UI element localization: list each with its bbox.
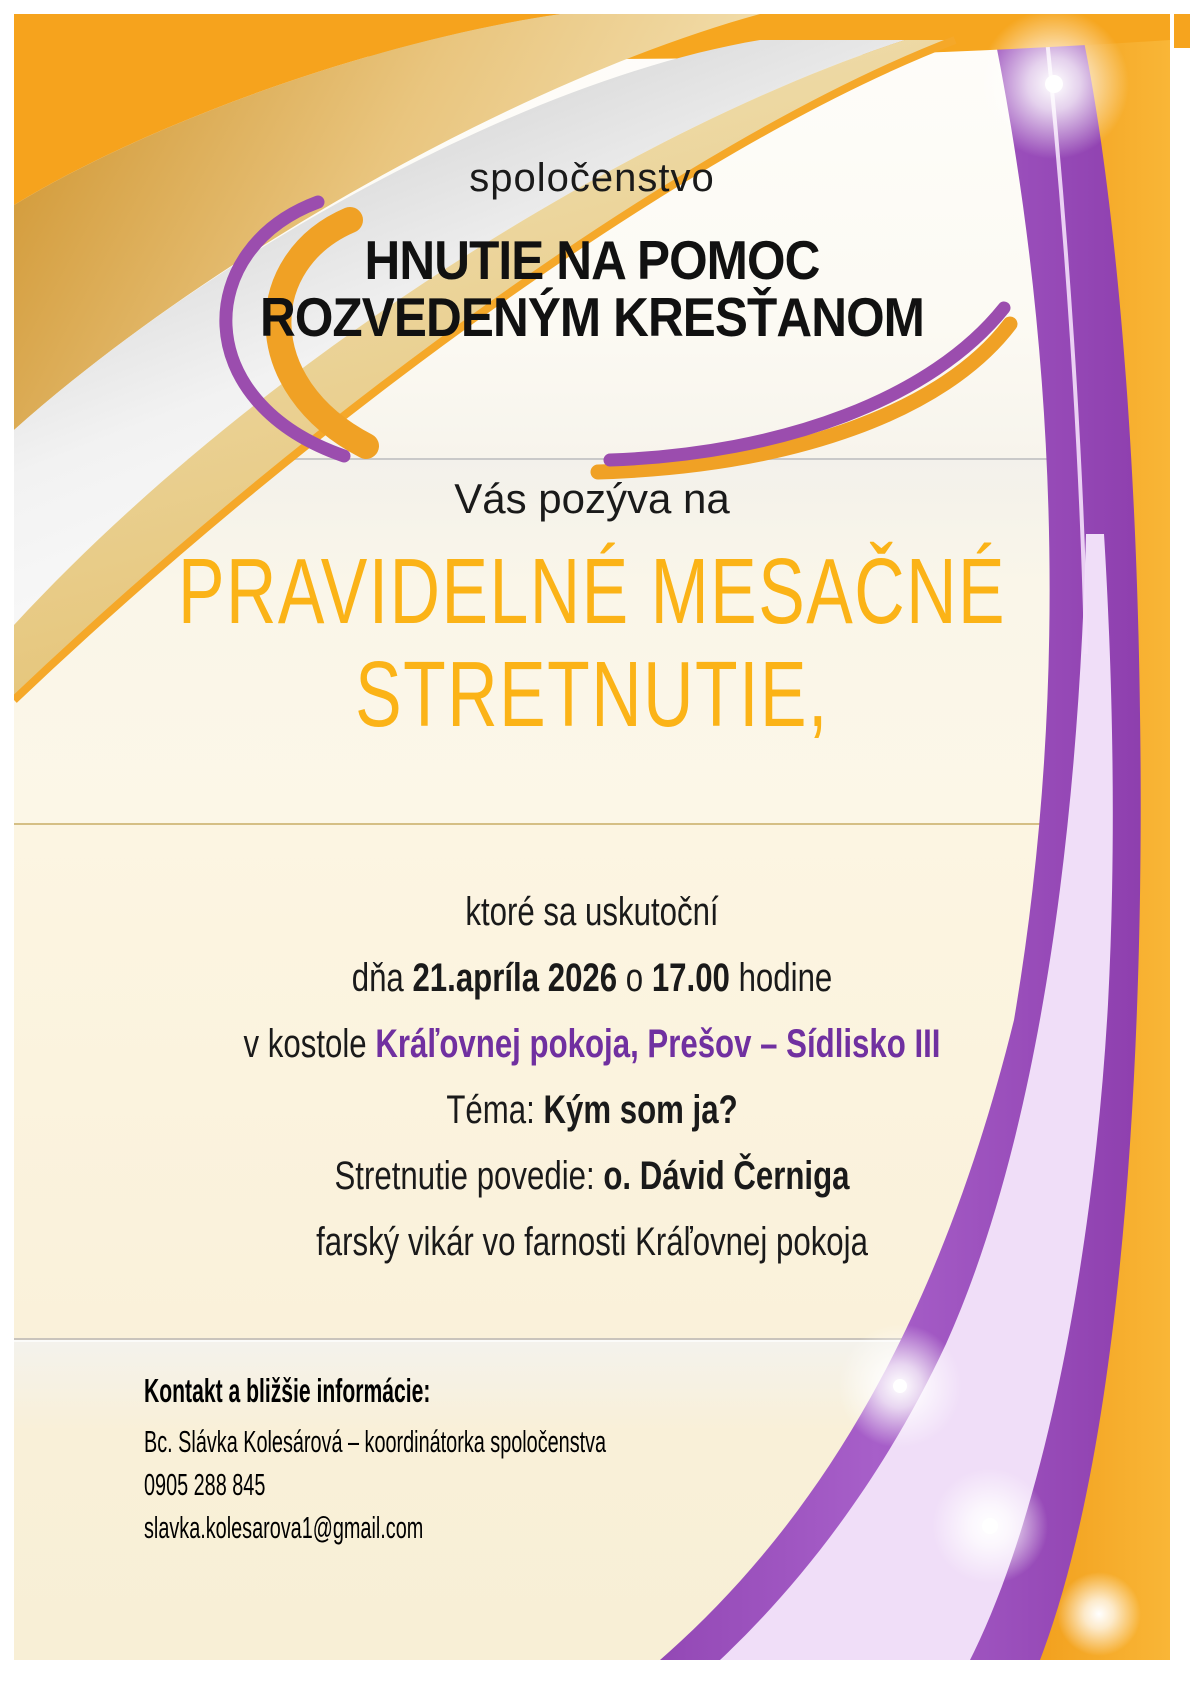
logo-line-2: ROZVEDENÝM KRESŤANOM: [259, 286, 925, 348]
date-prefix: dňa: [351, 956, 413, 1000]
event-title-line-2: STRETNUTIE,: [355, 642, 829, 746]
contact-info: [144, 1420, 630, 1549]
detail-topic: [147, 1077, 1036, 1143]
community-label: spoločenstvo: [469, 156, 715, 200]
leader-label: Stretnutie povedie:: [334, 1154, 604, 1198]
top-right-orange-notch: [1174, 14, 1190, 48]
date-mid: o: [617, 956, 652, 1000]
detail-occurs: ktoré sa uskutoční: [465, 890, 719, 934]
contact-heading: Kontakt a bližšie informácie:: [144, 1372, 431, 1409]
date-suffix: hodine: [729, 956, 833, 1000]
event-title: [165, 540, 1020, 746]
detail-date-time: [147, 945, 1036, 1011]
place-value: Kráľovnej pokoja, Prešov – Sídlisko III: [375, 1022, 941, 1066]
detail-leader: [147, 1143, 1036, 1209]
topic-value: Kým som ja?: [543, 1088, 738, 1132]
invite-line: Vás pozýva na: [454, 475, 730, 522]
leader-value: o. Dávid Černiga: [603, 1154, 850, 1198]
detail-place: [147, 1011, 1036, 1077]
date-value: 21.apríla 2026: [412, 956, 618, 1000]
contact-email: slavka.kolesarova1@gmail.com: [144, 1510, 424, 1545]
contact-coordinator: Bc. Slávka Kolesárová – koordinátorka spoločenstva: [144, 1424, 607, 1459]
time-value: 17.00: [651, 956, 730, 1000]
organization-logo-title: [79, 229, 1105, 348]
poster: [14, 14, 1170, 1660]
contact-phone: 0905 288 845: [144, 1467, 266, 1502]
event-title-line-1: PRAVIDELNÉ MESAČNÉ: [177, 539, 1007, 643]
place-prefix: v kostole: [243, 1022, 376, 1066]
logo-line-1: HNUTIE NA POMOC: [364, 229, 820, 291]
detail-leader-role: farský vikár vo farnosti Kráľovnej pokoja: [316, 1220, 868, 1264]
topic-label: Téma:: [446, 1088, 544, 1132]
event-details: [147, 879, 1036, 1275]
